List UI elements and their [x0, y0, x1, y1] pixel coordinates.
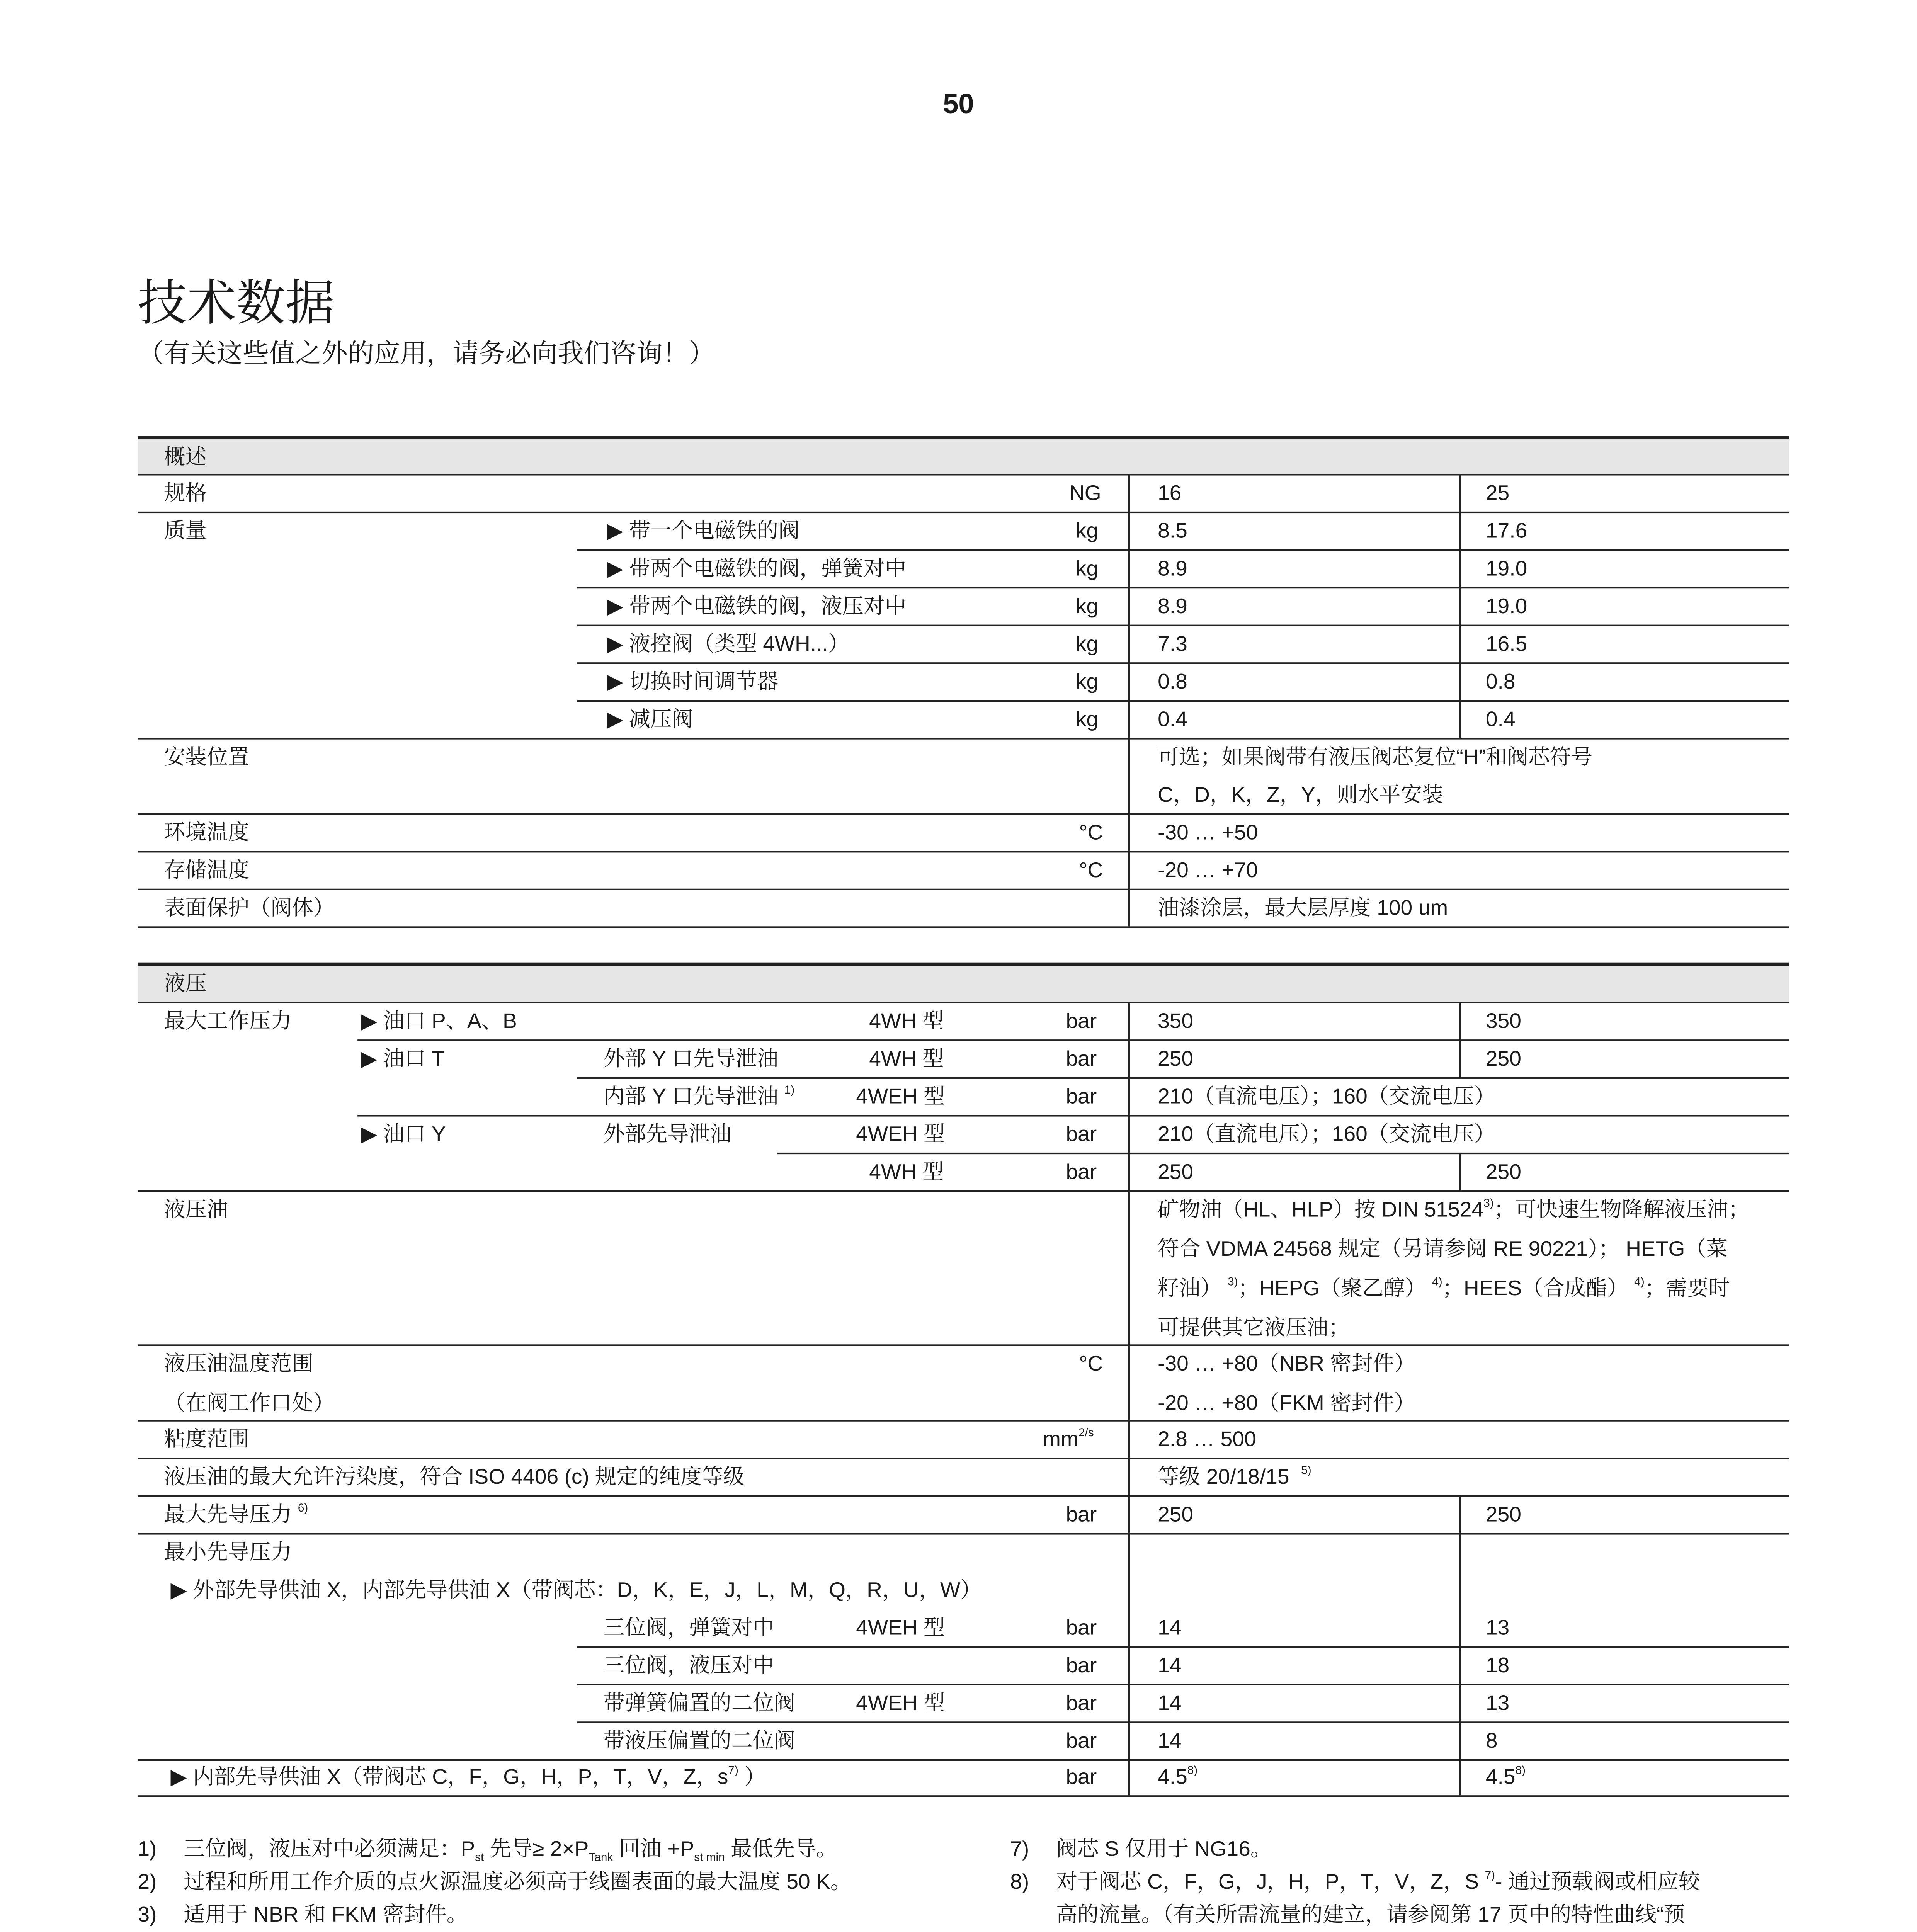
mass-row-unit: kg: [1075, 706, 1099, 731]
type-label: 4WEH 型: [856, 1083, 945, 1109]
mass-row-25: 16.5: [1485, 631, 1527, 656]
column-divider: [1459, 1153, 1461, 1190]
unit-bar: bar: [1066, 1764, 1097, 1789]
value-16: 14: [1158, 1690, 1182, 1715]
page: 50 技术数据 （有关这些值之外的应用，请务必向我们咨询！） 概述 规格 NG 16 25 质量 ▶ 带一个电磁铁的阀 kg 8.5 17.6 ▶ 带两个电磁铁的阀，弹簧对中 kg 8.9 19.0 ▶ 带两个电磁铁的阀，液压对中 kg 8.9 19.0 ▶ 液控阀（类型 4WH...） kg 7.3 16.5 ▶ 切换时间调节器 kg 0.8 0.8 ▶ 减压阀 kg 0.4 0.4 安装位置 可选；如果阀带有液压阀芯复位“H”和阀芯符号 C，D，K，Z，Y，则水平安装 环境温度 °C -30 … +50 存储温度 °C -20 … +70 表面保护（阀体） 油漆涂层，最大层厚度 100 um 液压 最大工作压力 ▶ 油口 P、A、B 4WH 型 bar 350 350 ▶ 油口 T 外部 Y 口先导泄油 4WH 型 bar 250 250 内部 Y 口先导泄油 $^{1)}$ 4WEH 型 bar 210（直流电压）；160（交流电压） ▶ 油口 Y 外部先导泄油 4WEH 型 bar 210（直流电压）；160（交流电压） 4WH 型 bar 250 250 液压油 矿物油（HL、HLP）按 DIN 51524$^{3)}$；可快速生物降解液压油； 符合 VDMA 24568 规定（另请参阅 RE 90221）； HETG（菜 籽油） $^{3)}$；HEPG（聚乙醇） $^{4)}$；HEES（合成酯） $^{4)}$；需要时 可提供其它液压油； 液压油温度范围 （在阀工作口处） °C -30 … +80（NBR 密封件） -20 … +80（FKM 密封件） 粘度范围 $mm^{2/s}$ 2.8 … 500 液压油的最大允许污染度，符合 ISO 4406 (c) 规定的纯度等级 等级 20/18/15 $^{5)}$ 最大先导压力 $^{6)}$ bar 250 250 最小先导压力 ▶ 外部先导供油 X，内部先导供油 X（带阀芯：D，K，E，J，L，M，Q，R，U，W） 三位阀，弹簧对中 4WEH 型 bar 14 13 三位阀，液压对中 bar 14 18 带弹簧偏置的二位阀 4WEH 型 bar 14 13 带液压偏置的二位阀 bar 14 8 ▶ 内部先导供油 X（带阀芯 C，F，G，H，P，T，V，Z，$s^{7)}$ ） bar 4.5$^{8)}$ 4.5$^{8)}$ 1) 三位阀，液压对中必须满足：$P_{st}$ 先导≥ $2\times P_{Tank}$ 回油 $+P_{st min}$ 最低先导。 2) 过程和所用工作介质的点火源温度必须高于线圈表面的最大温度 50 K。 3) 适用于 NBR 和 FKM 密封件。 7) 阀芯 S 仅用于 NG16。 8) 对于阀芯 C，F，G，J，H，P，T，V，Z，S $^{7)}$- 通过预载阀或相应较 高的流量。（有关所需流量的建立，请参阅第 17 页中的特性曲线“预: [0, 0, 1917, 1932]
three-pos-spring-label: 三位阀，弹簧对中: [603, 1615, 774, 1640]
divider: [138, 474, 1789, 475]
fluid-temp-nbr: -30 … +80（NBR 密封件）: [1158, 1351, 1415, 1376]
divider: [138, 1495, 1789, 1497]
unit-bar: bar: [1066, 1008, 1097, 1033]
divider: [138, 926, 1789, 928]
divider: [138, 738, 1789, 739]
port-t-label: ▶ 油口 T: [361, 1046, 445, 1071]
two-pos-spring-label: 带弹簧偏置的二位阀: [603, 1690, 796, 1715]
column-divider: [1459, 474, 1461, 738]
mass-row-25: 0.4: [1485, 706, 1516, 731]
size-unit: NG: [1069, 480, 1101, 505]
max-pilot-label: 最大先导压力 $^{6)}$: [164, 1502, 308, 1527]
mass-row-unit: kg: [1075, 518, 1099, 543]
size-25: 25: [1485, 480, 1510, 505]
surface-protection-value: 油漆涂层，最大层厚度 100 um: [1158, 895, 1448, 920]
mass-row-unit: kg: [1075, 556, 1099, 581]
value-combined: 210（直流电压）；160（交流电压）: [1158, 1121, 1495, 1146]
value-16: 250: [1158, 1046, 1194, 1071]
value-25: 250: [1485, 1046, 1521, 1071]
max-pressure-label: 最大工作压力: [164, 1008, 292, 1033]
divider: [138, 1795, 1789, 1797]
int-supply-label: ▶ 内部先导供油 X（带阀芯 C，F，G，H，P，T，V，Z，$s^{7)}$ ）: [170, 1764, 766, 1789]
value-16: 14: [1158, 1728, 1182, 1753]
value-16: 250: [1158, 1502, 1194, 1527]
value-16: 250: [1158, 1159, 1194, 1184]
divider: [138, 1190, 1789, 1192]
divider: [138, 1344, 1789, 1346]
mass-row-desc: ▶ 带两个电磁铁的阀，液压对中: [607, 594, 907, 618]
viscosity-unit: $mm^{2/s}$: [1043, 1426, 1094, 1451]
divider: [577, 1646, 1789, 1648]
port-y-label: ▶ 油口 Y: [361, 1121, 446, 1146]
ambient-temp-value: -30 … +50: [1158, 820, 1258, 845]
mass-row-desc: ▶ 带两个电磁铁的阀，弹簧对中: [607, 556, 907, 581]
mass-row-16: 0.8: [1158, 669, 1187, 694]
divider: [577, 1721, 1789, 1723]
unit-bar: bar: [1066, 1615, 1097, 1640]
value-25: 13: [1485, 1690, 1510, 1715]
mass-row-16: 8.5: [1158, 518, 1187, 543]
divider: [138, 1458, 1789, 1459]
column-divider: [1459, 1495, 1461, 1795]
storage-temp-label: 存储温度: [164, 857, 250, 882]
type-label: 4WH 型: [869, 1046, 944, 1071]
column-divider: [1459, 1002, 1461, 1077]
ext-y-drain-label: 外部 Y 口先导泄油: [603, 1046, 779, 1071]
three-pos-hyd-label: 三位阀，液压对中: [603, 1653, 774, 1677]
port-pab-label: ▶ 油口 P、A、B: [361, 1008, 517, 1033]
fluid-temp-fkm: -20 … +80（FKM 密封件）: [1158, 1390, 1415, 1415]
two-pos-hyd-label: 带液压偏置的二位阀: [603, 1728, 796, 1753]
mass-row-desc: ▶ 切换时间调节器: [607, 669, 779, 694]
unit-bar: bar: [1066, 1728, 1097, 1753]
storage-temp-unit: °C: [1079, 857, 1103, 882]
unit-bar: bar: [1066, 1159, 1097, 1184]
divider: [138, 1002, 1789, 1003]
unit-bar: bar: [1066, 1046, 1097, 1071]
unit-bar: bar: [1066, 1502, 1097, 1527]
divider: [138, 1759, 1789, 1761]
divider: [138, 813, 1789, 815]
divider: [138, 1420, 1789, 1422]
divider: [138, 851, 1789, 852]
unit-bar: bar: [1066, 1083, 1097, 1109]
type-label: 4WEH 型: [856, 1615, 945, 1640]
value-25: 4.5$^{8)}$: [1485, 1764, 1526, 1789]
mass-row-desc: ▶ 带一个电磁铁的阀: [607, 518, 800, 543]
value-25: 18: [1485, 1653, 1510, 1677]
cleanliness-label: 液压油的最大允许污染度，符合 ISO 4406 (c) 规定的纯度等级: [164, 1464, 745, 1489]
fluid-line-3: 籽油） $^{3)}$；HEPG（聚乙醇） $^{4)}$；HEES（合成酯） $^{4)}$；需要时: [1158, 1276, 1730, 1300]
divider: [138, 436, 1789, 439]
mass-row-desc: ▶ 液控阀（类型 4WH...）: [607, 631, 850, 656]
divider: [577, 549, 1789, 551]
value-combined: 210（直流电压）；160（交流电压）: [1158, 1083, 1495, 1109]
value-16: 4.5$^{8)}$: [1158, 1764, 1198, 1789]
divider: [577, 625, 1789, 626]
page-number: 50: [943, 88, 974, 120]
type-label: 4WH 型: [869, 1159, 944, 1184]
value-25: 350: [1485, 1008, 1521, 1033]
value-25: 13: [1485, 1615, 1510, 1640]
install-label: 安装位置: [164, 744, 250, 769]
mass-row-unit: kg: [1075, 631, 1099, 656]
int-y-drain-label: 内部 Y 口先导泄油 $^{1)}$: [603, 1083, 795, 1109]
mass-row-25: 0.8: [1485, 669, 1516, 694]
divider: [138, 889, 1789, 890]
section-label-hydraulic: 液压: [164, 970, 207, 995]
divider: [138, 512, 1789, 513]
storage-temp-value: -20 … +70: [1158, 857, 1258, 882]
install-value-line-2: C，D，K，Z，Y，则水平安装: [1158, 782, 1443, 807]
fluid-label: 液压油: [164, 1197, 228, 1222]
mass-row-16: 0.4: [1158, 706, 1187, 731]
divider: [577, 662, 1789, 664]
mass-row-16: 8.9: [1158, 556, 1187, 581]
mass-row-unit: kg: [1075, 669, 1099, 694]
min-pilot-label: 最小先导压力: [164, 1539, 292, 1564]
mass-label: 质量: [164, 518, 207, 543]
divider: [577, 1684, 1789, 1685]
page-subtitle: （有关这些值之外的应用，请务必向我们咨询！）: [138, 341, 715, 369]
mass-row-25: 19.0: [1485, 594, 1527, 618]
divider: [138, 963, 1789, 966]
mass-row-unit: kg: [1075, 594, 1099, 618]
size-label: 规格: [164, 480, 207, 505]
divider: [577, 1077, 1789, 1079]
unit-bar: bar: [1066, 1653, 1097, 1677]
value-16: 14: [1158, 1615, 1182, 1640]
mass-row-16: 7.3: [1158, 631, 1187, 656]
value-25: 250: [1485, 1159, 1521, 1184]
ambient-temp-unit: °C: [1079, 820, 1103, 845]
section-header-bg: [138, 439, 1789, 474]
divider: [577, 700, 1789, 702]
mass-row-25: 17.6: [1485, 518, 1527, 543]
ext-pilot-drain-label: 外部先导泄油: [603, 1121, 731, 1146]
type-label: 4WH 型: [869, 1008, 944, 1033]
viscosity-value: 2.8 … 500: [1158, 1426, 1256, 1451]
fluid-line-1: 矿物油（HL、HLP）按 DIN 51524$^{3)}$；可快速生物降解液压油；: [1158, 1197, 1750, 1222]
value-16: 350: [1158, 1008, 1194, 1033]
mass-row-desc: ▶ 减压阀: [607, 706, 693, 731]
unit-bar: bar: [1066, 1690, 1097, 1715]
divider: [777, 1153, 1789, 1154]
viscosity-label: 粘度范围: [164, 1426, 250, 1451]
divider: [138, 1533, 1789, 1534]
type-label: 4WEH 型: [856, 1121, 945, 1146]
ambient-temp-label: 环境温度: [164, 820, 250, 845]
section-label-overview: 概述: [164, 444, 207, 469]
surface-protection-label: 表面保护（阀体）: [164, 895, 335, 920]
column-divider: [1128, 1002, 1130, 1796]
fluid-temp-unit: °C: [1079, 1351, 1103, 1376]
section-header-bg: [138, 966, 1789, 1002]
install-value-line-1: 可选；如果阀带有液压阀芯复位“H”和阀芯符号: [1158, 744, 1592, 769]
type-label: 4WEH 型: [856, 1690, 945, 1715]
size-16: 16: [1158, 480, 1182, 505]
mass-row-16: 8.9: [1158, 594, 1187, 618]
fluid-temp-label: 液压油温度范围: [164, 1351, 313, 1376]
unit-bar: bar: [1066, 1121, 1097, 1146]
divider: [577, 587, 1789, 588]
cleanliness-value: 等级 20/18/15 $^{5)}$: [1158, 1464, 1311, 1489]
fluid-line-4: 可提供其它液压油；: [1158, 1315, 1350, 1340]
value-16: 14: [1158, 1653, 1182, 1677]
divider: [357, 1039, 1789, 1041]
divider: [357, 1115, 1789, 1116]
column-divider: [1128, 474, 1130, 926]
fluid-temp-sublabel: （在阀工作口处）: [164, 1390, 335, 1415]
value-25: 8: [1485, 1728, 1498, 1753]
value-25: 250: [1485, 1502, 1521, 1527]
mass-row-25: 19.0: [1485, 556, 1527, 581]
ext-int-supply-label: ▶ 外部先导供油 X，内部先导供油 X（带阀芯：D，K，E，J，L，M，Q，R，U，W）: [170, 1577, 982, 1602]
fluid-line-2: 符合 VDMA 24568 规定（另请参阅 RE 90221）； HETG（菜: [1158, 1236, 1728, 1261]
page-title: 技术数据: [138, 277, 335, 332]
